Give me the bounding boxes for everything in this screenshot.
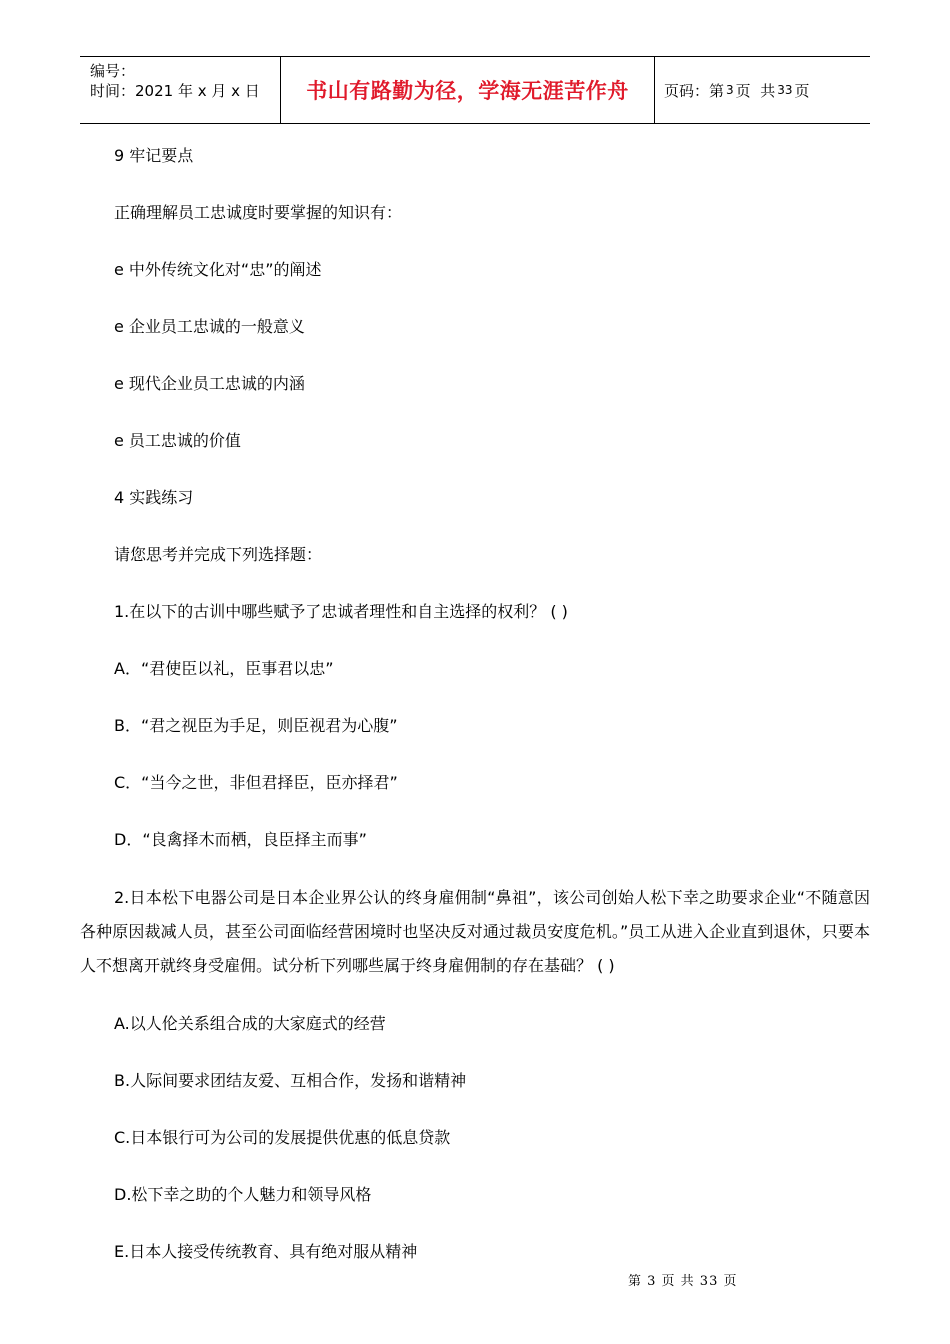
document-header	[80, 56, 870, 124]
question-2: 2.日本松下电器公司是日本企业界公认的终身雇佣制“鼻祖”，该公司创始人松下幸之助要求企业“不随意因各种原因裁减人员，甚至公司面临经营困境时也坚决反对通过裁员安度危机。”员工从进入企业直到退休，只要本人不想离开就终身受雇佣。试分析下列哪些属于终身雇佣制的存在基础？ ( )	[80, 888, 870, 975]
header-motto-cell	[281, 57, 655, 123]
page-current: 3	[726, 83, 734, 97]
practice-intro: 请您思考并完成下列选择题：	[114, 545, 323, 564]
q1-option-a: A．“君使臣以礼，臣事君以忠”	[114, 659, 334, 678]
page-footer: 第 3 页 共 33 页	[628, 1274, 738, 1289]
intro-text: 正确理解员工忠诚度时要掌握的知识有：	[114, 203, 403, 222]
header-meta-cell	[80, 57, 281, 123]
time-label: 时间：2021 年 x 月 x 日	[90, 82, 260, 100]
section-practice-heading: 4 实践练习	[114, 488, 194, 507]
q1-option-c: C．“当今之世，非但君择臣，臣亦择君”	[114, 773, 398, 792]
bullet-item: e 现代企业员工忠诚的内涵	[114, 374, 305, 393]
section-key-heading: 9 牢记要点	[114, 146, 194, 165]
serial-label: 编号：	[90, 62, 136, 80]
q2-option-d: D.松下幸之助的个人魅力和领导风格	[114, 1185, 372, 1204]
q1-option-b: B．“君之视臣为手足，则臣视君为心腹”	[114, 716, 398, 735]
bullet-item: e 员工忠诚的价值	[114, 431, 241, 450]
question-1: 1.在以下的古训中哪些赋予了忠诚者理性和自主选择的权利？ ( )	[114, 602, 568, 621]
page-prefix: 页码：第	[664, 81, 725, 100]
bullet-item: e 中外传统文化对“忠”的阐述	[114, 260, 322, 279]
page-suffix: 页	[794, 81, 810, 100]
q1-option-d: D．“良禽择木而栖，良臣择主而事”	[114, 830, 367, 849]
header-page-cell	[655, 57, 870, 123]
q2-option-e: E.日本人接受传统教育、具有绝对服从精神	[114, 1242, 418, 1261]
page-total: 33	[777, 83, 793, 97]
q2-option-c: C.日本银行可为公司的发展提供优惠的低息贷款	[114, 1128, 451, 1147]
q2-option-a: A.以人伦关系组合成的大家庭式的经营	[114, 1014, 386, 1033]
bullet-item: e 企业员工忠诚的一般意义	[114, 317, 305, 336]
q2-option-b: B.人际间要求团结友爱、互相合作，发扬和谐精神	[114, 1071, 467, 1090]
page-middle: 页 共	[735, 81, 776, 100]
header-motto: 书山有路勤为径，学海无涯苦作舟	[306, 78, 629, 103]
